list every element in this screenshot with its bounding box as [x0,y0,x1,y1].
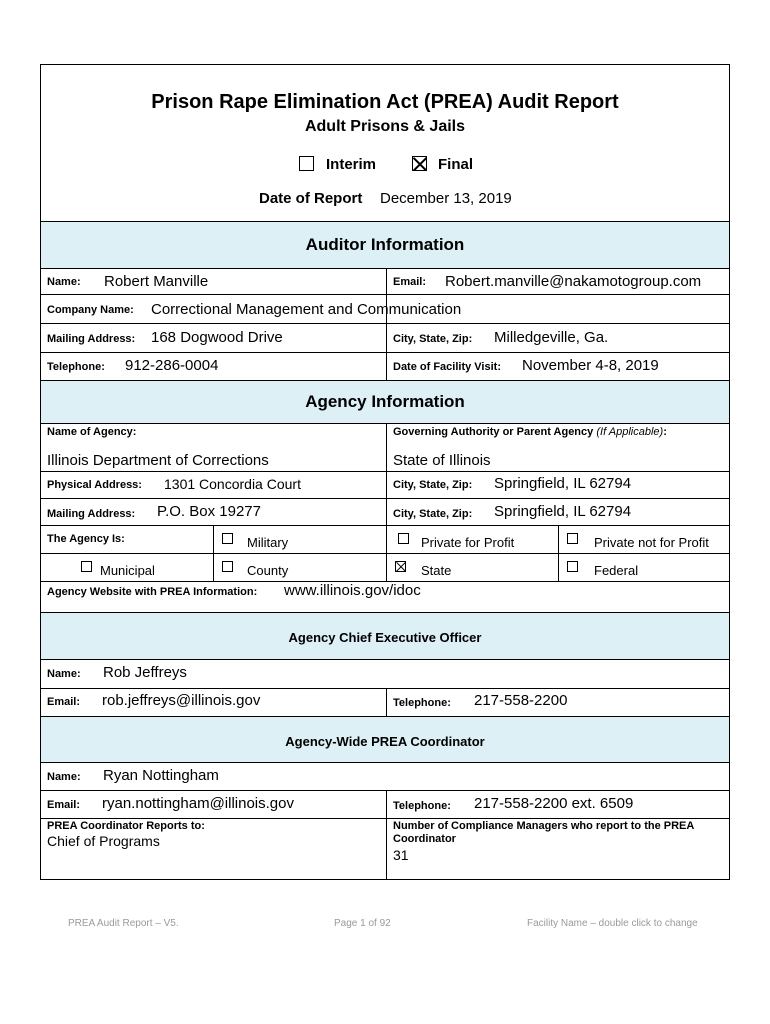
compliance-managers-count[interactable]: 31 [393,847,409,863]
auditor-name[interactable]: Robert Manville [104,273,209,290]
coordinator-telephone[interactable]: 217-558-2200 ext. 6509 [474,795,634,812]
agency-type-label: The Agency Is: [47,533,125,545]
private-for-profit-checkbox[interactable] [398,533,409,544]
ceo-name-label: Name: [47,668,81,680]
auditor-mailing-label: Mailing Address: [47,333,136,345]
coordinator-name[interactable]: Ryan Nottingham [103,767,219,784]
agency-name[interactable]: Illinois Department of Corrections [47,452,269,469]
state-label: State [421,563,452,578]
facility-visit-date[interactable]: November 4-8, 2019 [522,357,659,374]
military-label: Military [247,535,289,550]
private-not-for-profit-label: Private not for Profit [594,535,709,550]
ceo-email-label: Email: [47,696,81,708]
private-not-for-profit-checkbox[interactable] [567,533,578,544]
auditor-mailing-address[interactable]: 168 Dogwood Drive [151,329,283,346]
ceo-name[interactable]: Rob Jeffreys [103,664,187,681]
auditor-city-label: City, State, Zip: [393,333,473,345]
coordinator-name-label: Name: [47,771,81,783]
county-checkbox[interactable] [222,561,233,572]
company-name-label: Company Name: [47,304,134,316]
report-title: Prison Rape Elimination Act (PREA) Audit Report [151,91,619,113]
agency-city2-label: City, State, Zip: [393,508,473,520]
agency-city-state-zip[interactable]: Springfield, IL 62794 [494,475,632,492]
physical-address[interactable]: 1301 Concordia Court [164,476,301,492]
company-name[interactable]: Correctional Management and Communication [151,301,462,318]
auditor-city-state-zip[interactable]: Milledgeville, Ga. [494,329,609,346]
municipal-checkbox[interactable] [81,561,92,572]
auditor-telephone-label: Telephone: [47,361,105,373]
auditor-email[interactable]: Robert.manville@nakamotogroup.com [445,273,702,290]
military-checkbox[interactable] [222,533,233,544]
interim-label: Interim [326,156,377,173]
coordinator-reports-to[interactable]: Chief of Programs [47,833,160,849]
agency-city-label: City, State, Zip: [393,479,473,491]
audit-report-form [40,64,730,880]
auditor-email-label: Email: [393,276,427,288]
compliance-managers-label: Number of Compliance Managers who report to the PREA Coordinator [393,820,694,845]
report-subtitle: Adult Prisons & Jails [304,118,466,135]
ceo-telephone-label: Telephone: [393,697,451,709]
private-for-profit-label: Private for Profit [421,535,515,550]
agency-website-label: Agency Website with PREA Information: [47,586,258,598]
footer-page-number: Page 1 of 92 [334,918,391,929]
auditor-name-label: Name: [47,276,81,288]
footer-version: PREA Audit Report – V5. [68,918,179,929]
final-label: Final [438,156,474,173]
auditor-telephone[interactable]: 912-286-0004 [125,357,219,374]
municipal-label: Municipal [100,563,155,578]
federal-label: Federal [594,563,639,578]
agency-name-label: Name of Agency: [47,426,137,438]
agency-mailing-city-state-zip[interactable]: Springfield, IL 62794 [494,503,632,520]
governing-authority[interactable]: State of Illinois [393,452,491,469]
county-label: County [247,563,289,578]
auditor-section-title: Auditor Information [305,235,465,254]
coordinator-reports-label: PREA Coordinator Reports to: [47,820,205,832]
federal-checkbox[interactable] [567,561,578,572]
coordinator-telephone-label: Telephone: [393,800,451,812]
ceo-email[interactable]: rob.jeffreys@illinois.gov [102,692,261,709]
footer-facility-name[interactable]: Facility Name – double click to change [527,918,698,929]
physical-address-label: Physical Address: [47,479,142,491]
agency-website[interactable]: www.illinois.gov/idoc [284,582,421,599]
governing-authority-label: Governing Authority or Parent Agency (If Applicable): [393,426,667,438]
date-of-report-label: Date of Report [259,190,363,207]
state-checkbox[interactable] [395,561,406,572]
coordinator-section-title: Agency-Wide PREA Coordinator [285,734,485,749]
interim-checkbox[interactable] [299,156,314,171]
agency-mailing-address[interactable]: P.O. Box 19277 [157,503,261,520]
ceo-telephone[interactable]: 217-558-2200 [474,692,568,709]
date-of-report-value[interactable]: December 13, 2019 [380,190,512,207]
agency-mailing-label: Mailing Address: [47,508,136,520]
ceo-section-title: Agency Chief Executive Officer [288,630,482,645]
coordinator-email[interactable]: ryan.nottingham@illinois.gov [102,795,294,812]
coordinator-email-label: Email: [47,799,81,811]
agency-section-title: Agency Information [305,392,465,411]
facility-visit-label: Date of Facility Visit: [393,361,501,373]
final-checkbox[interactable] [412,156,427,171]
